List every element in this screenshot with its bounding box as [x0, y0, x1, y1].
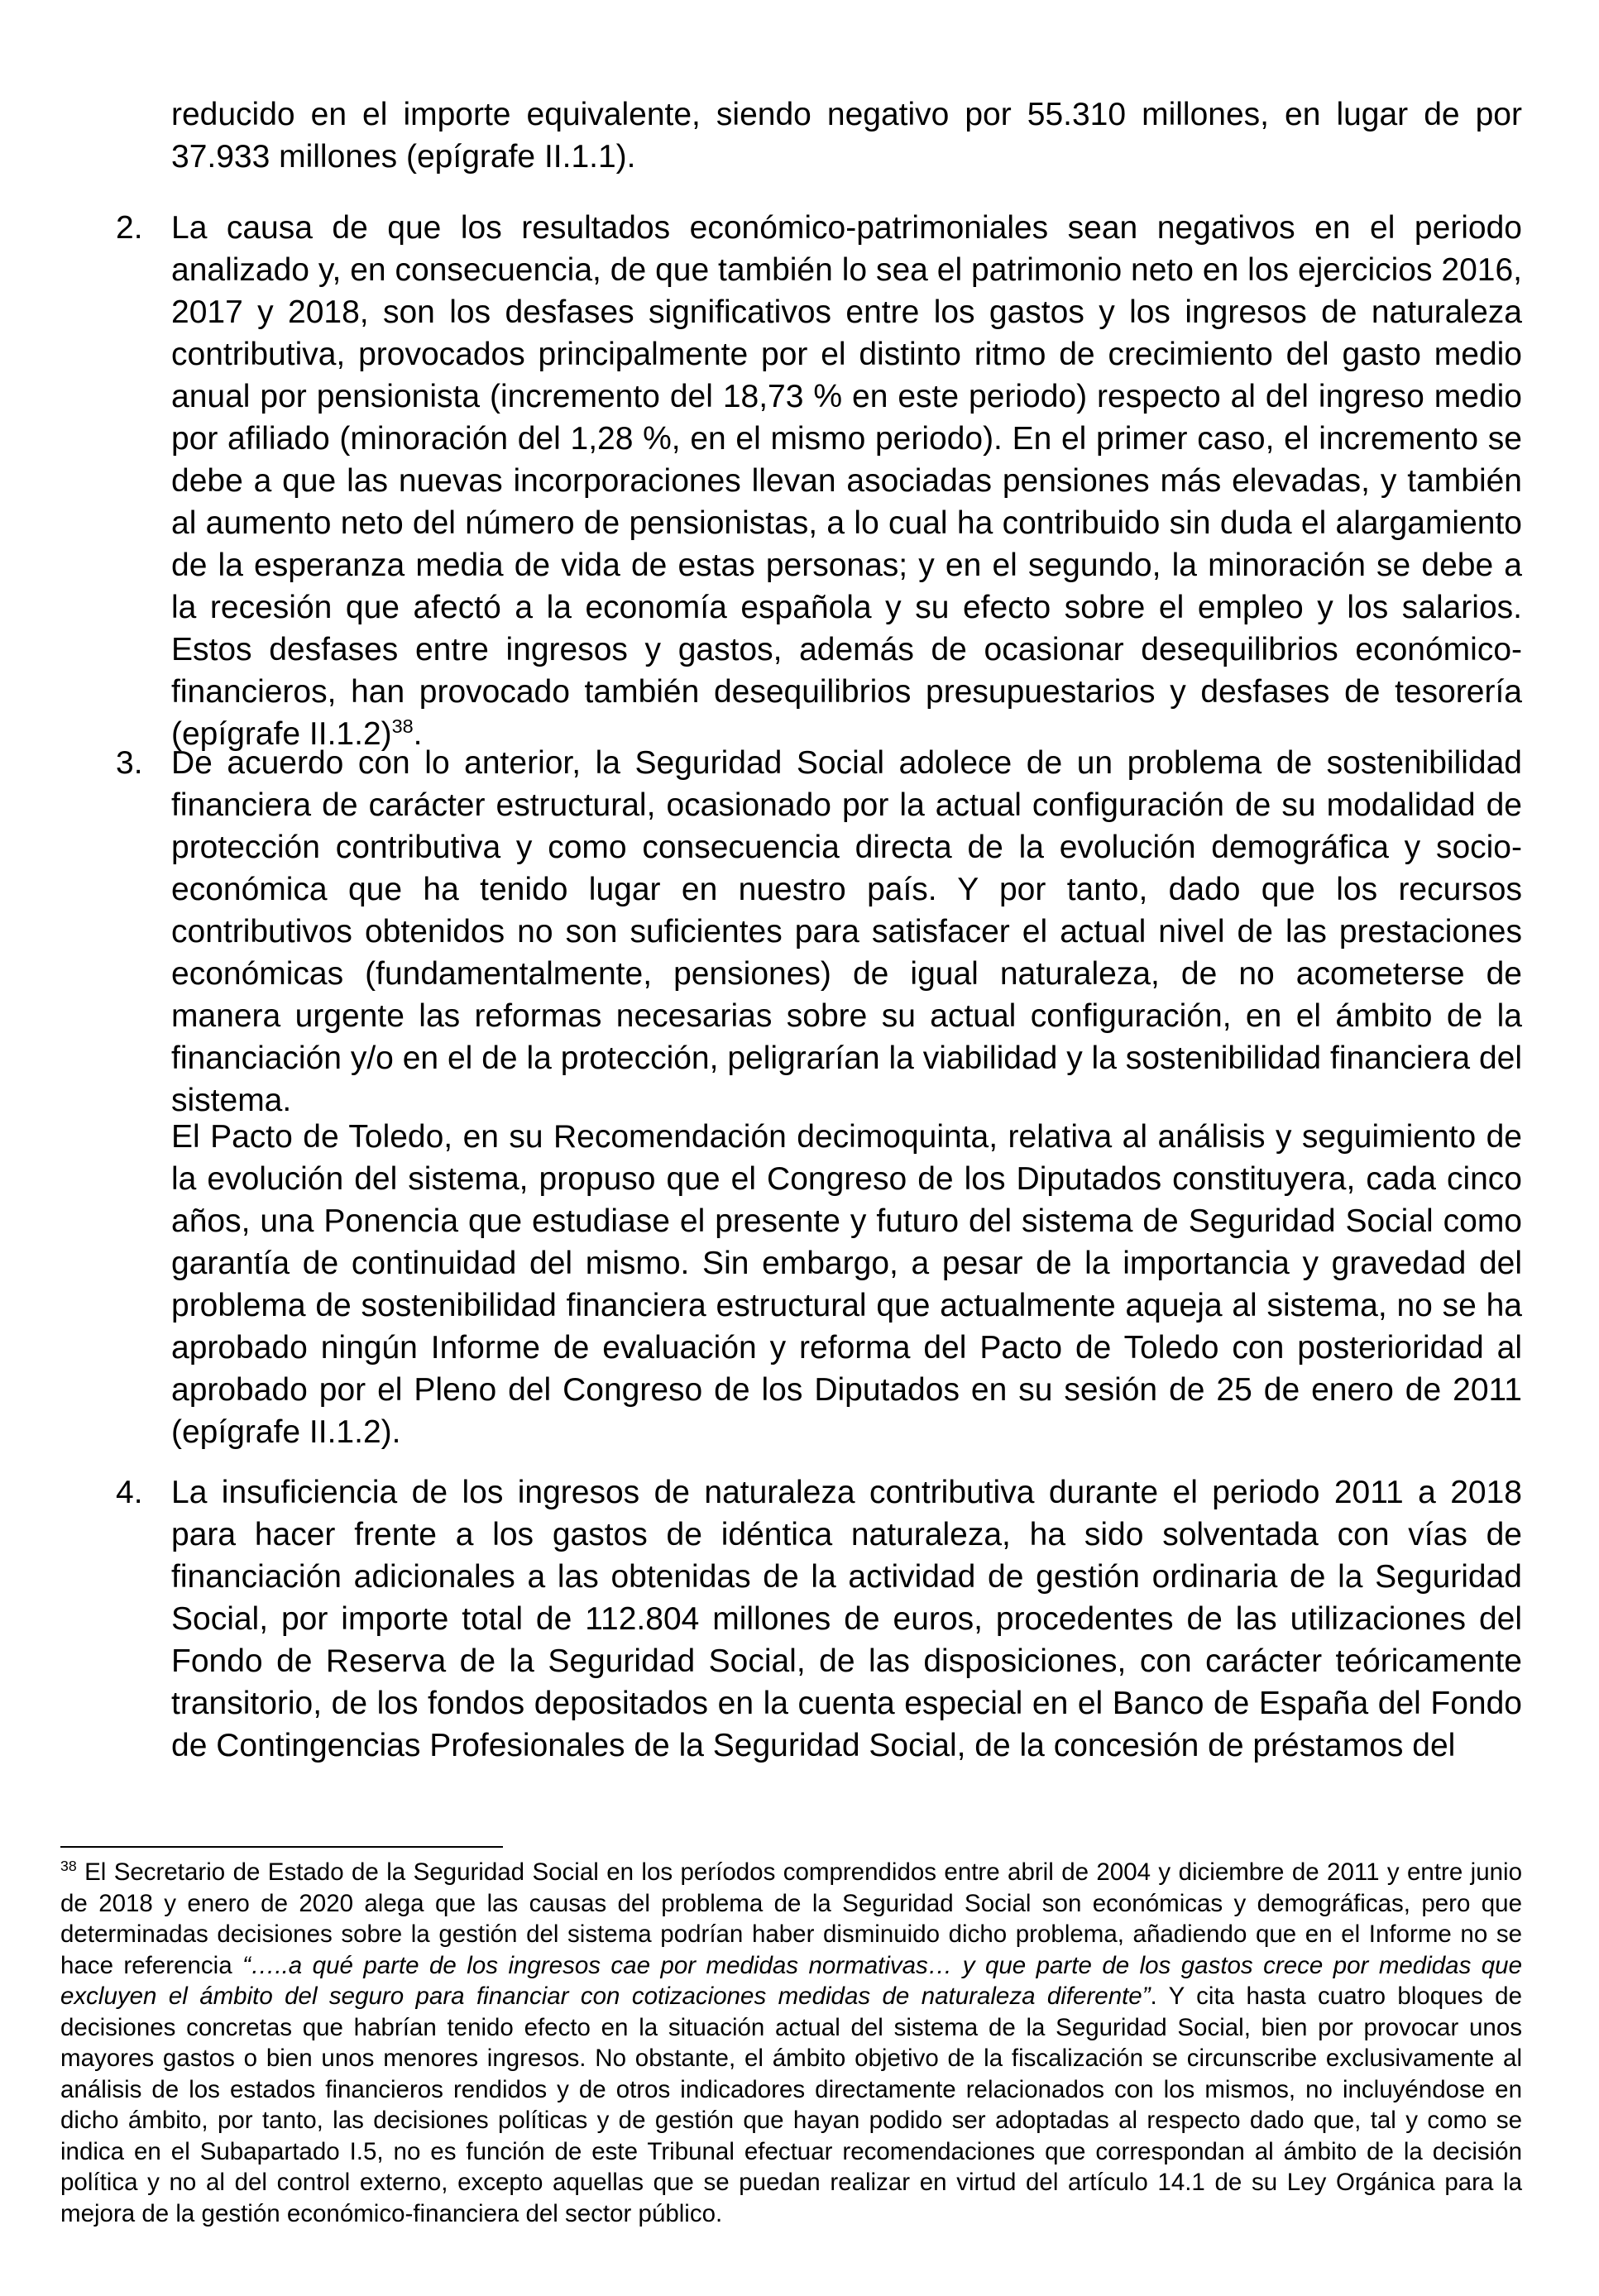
paragraph-pacto-de-toledo: El Pacto de Toledo, en su Recomendación decimoquinta, relativa al análisis y seguimiento de la evolución del sistema, propuso que el Congreso de los Diputados constituyera, cada cinco años, una Ponencia que estudiase el presente y futuro del sistema de Seguridad Social como garantía de continuidad del mismo. Sin embargo, a pesar de la importancia y gravedad del problema de sostenibilidad financiera estructural que actualmente aqueja al sistema, no se ha aprobado ningún Informe de evaluación y reforma del Pacto de Toledo con posterioridad al aprobado por el Pleno del Congreso de los Diputados en su sesión de 25 de enero de 2011 (epígrafe II.1.2).: [171, 1119, 1522, 1450]
footnote-text-b: . Y cita hasta cuatro bloques de decisiones concretas que habrían tenido efecto en la situación actual del sistema de la Seguridad Social, bien por provocar unos mayores gastos o bien unos menores ingresos. No obstante, el ámbito objetivo de la fiscalización se circunscribe exclusivamente al análisis de los estados financieros rendidos y de otros indicadores directamente relacionados con los mismos, no incluyéndose en dicho ámbito, por tanto, las decisiones políticas y de gestión que hayan podido ser adoptadas al respecto dado que, tal y como se indica en el Subapartado I.5, no es función de este Tribunal efectuar recomendaciones que correspondan al ámbito de la decisión política y no al del control externo, excepto aquellas que se puedan realizar en virtud del artículo 14.1 de su Ley Orgánica para la mejora de la gestión económico-financiera del sector público.: [60, 1983, 1522, 2227]
footnote-text-a: El Secretario de Estado de la Seguridad Social en los períodos comprendidos entre abril de 2004 y diciembre de 2011 y entre junio de 2018 y enero de 2020 alega que las causas del problema de la Seguridad Social son económicas y demográficas, pero que determinadas decisiones sobre la gestión del sistema podrían haber disminuido dicho problema, añadiendo que en el Informe no se hace referencia: [60, 1858, 1522, 1979]
footnote-separator: [60, 1846, 503, 1848]
item-text-end: .: [413, 716, 423, 752]
item-number: 4.: [116, 1475, 143, 1510]
footnote-38: [60, 1857, 1522, 2229]
item-text-body: La causa de que los resultados económico-patrimoniales sean negativos en el periodo analizado y, en consecuencia, de que también lo sea el patrimonio neto en los ejercicios 2016, 2017 y 2018, son los desfases significativos entre los gastos y los ingresos de naturaleza contributiva, provocados principalmente por el distinto ritmo de crecimiento del gasto medio anual por pensionista (incremento del 18,73 % en este periodo) respecto al del ingreso medio por afiliado (minoración del 1,28 %, en el mismo periodo). En el primer caso, el incremento se debe a que las nuevas incorporaciones llevan asociadas pensiones más elevadas, y también al aumento neto del número de pensionistas, a lo cual ha contribuido sin duda el alargamiento de la esperanza media de vida de estas personas; y en el segundo, la minoración se debe a la recesión que afectó a la economía española y su efecto sobre el empleo y los salarios. Estos desfases entre ingresos y gastos, además de ocasionar desequilibrios económico-financieros, han provocado también desequilibrios presupuestarios y desfases de tesorería (epígrafe II.1.2): [171, 210, 1522, 752]
paragraph-continuation: reducido en el importe equivalente, siendo negativo por 55.310 millones, en lugar de por 37.933 millones (epígrafe II.1.1).: [171, 97, 1522, 175]
item-number: 2.: [116, 210, 143, 246]
item-text: La insuficiencia de los ingresos de naturaleza contributiva durante el periodo 2011 a 2018 para hacer frente a los gastos de idéntica naturaleza, ha sido solventada con vías de financiación adicionales a las obtenidas de la actividad de gestión ordinaria de la Seguridad Social, por importe total de 112.804 millones de euros, procedentes de las utilizaciones del Fondo de Reserva de la Seguridad Social, de las disposiciones, con carácter teóricamente transitorio, de los fondos depositados en la cuenta especial en el Banco de España del Fondo de Contingencias Profesionales de la Seguridad Social, de la concesión de préstamos del: [171, 1475, 1522, 1763]
item-text: [171, 207, 1522, 755]
item-text: De acuerdo con lo anterior, la Seguridad Social adolece de un problema de sostenibilidad financiera de carácter estructural, ocasionado por la actual configuración de su modalidad de protección contributiva y como consecuencia directa de la evolución demográfica y socio-económica que ha tenido lugar en nuestro país. Y por tanto, dado que los recursos contributivos obtenidos no son suficientes para satisfacer el actual nivel de las prestaciones económicas (fundamentalmente, pensiones) de igual naturaleza, de no acometerse de manera urgente las reformas necesarias sobre su actual configuración, en el ámbito de la financiación y/o en el de la protección, peligrarían la viabilidad y la sostenibilidad financiera del sistema.: [171, 745, 1522, 1118]
footnote-reference[interactable]: 38: [391, 715, 414, 737]
footnote-number: 38: [60, 1858, 77, 1875]
footnote-quote: “…..a qué parte de los ingresos cae por medidas normativas… y que parte de los gastos crece por medidas que excluyen el ámbito del seguro para financiar con cotizaciones medidas de naturaleza diferente”: [60, 1951, 1522, 2010]
item-number: 3.: [116, 745, 143, 781]
